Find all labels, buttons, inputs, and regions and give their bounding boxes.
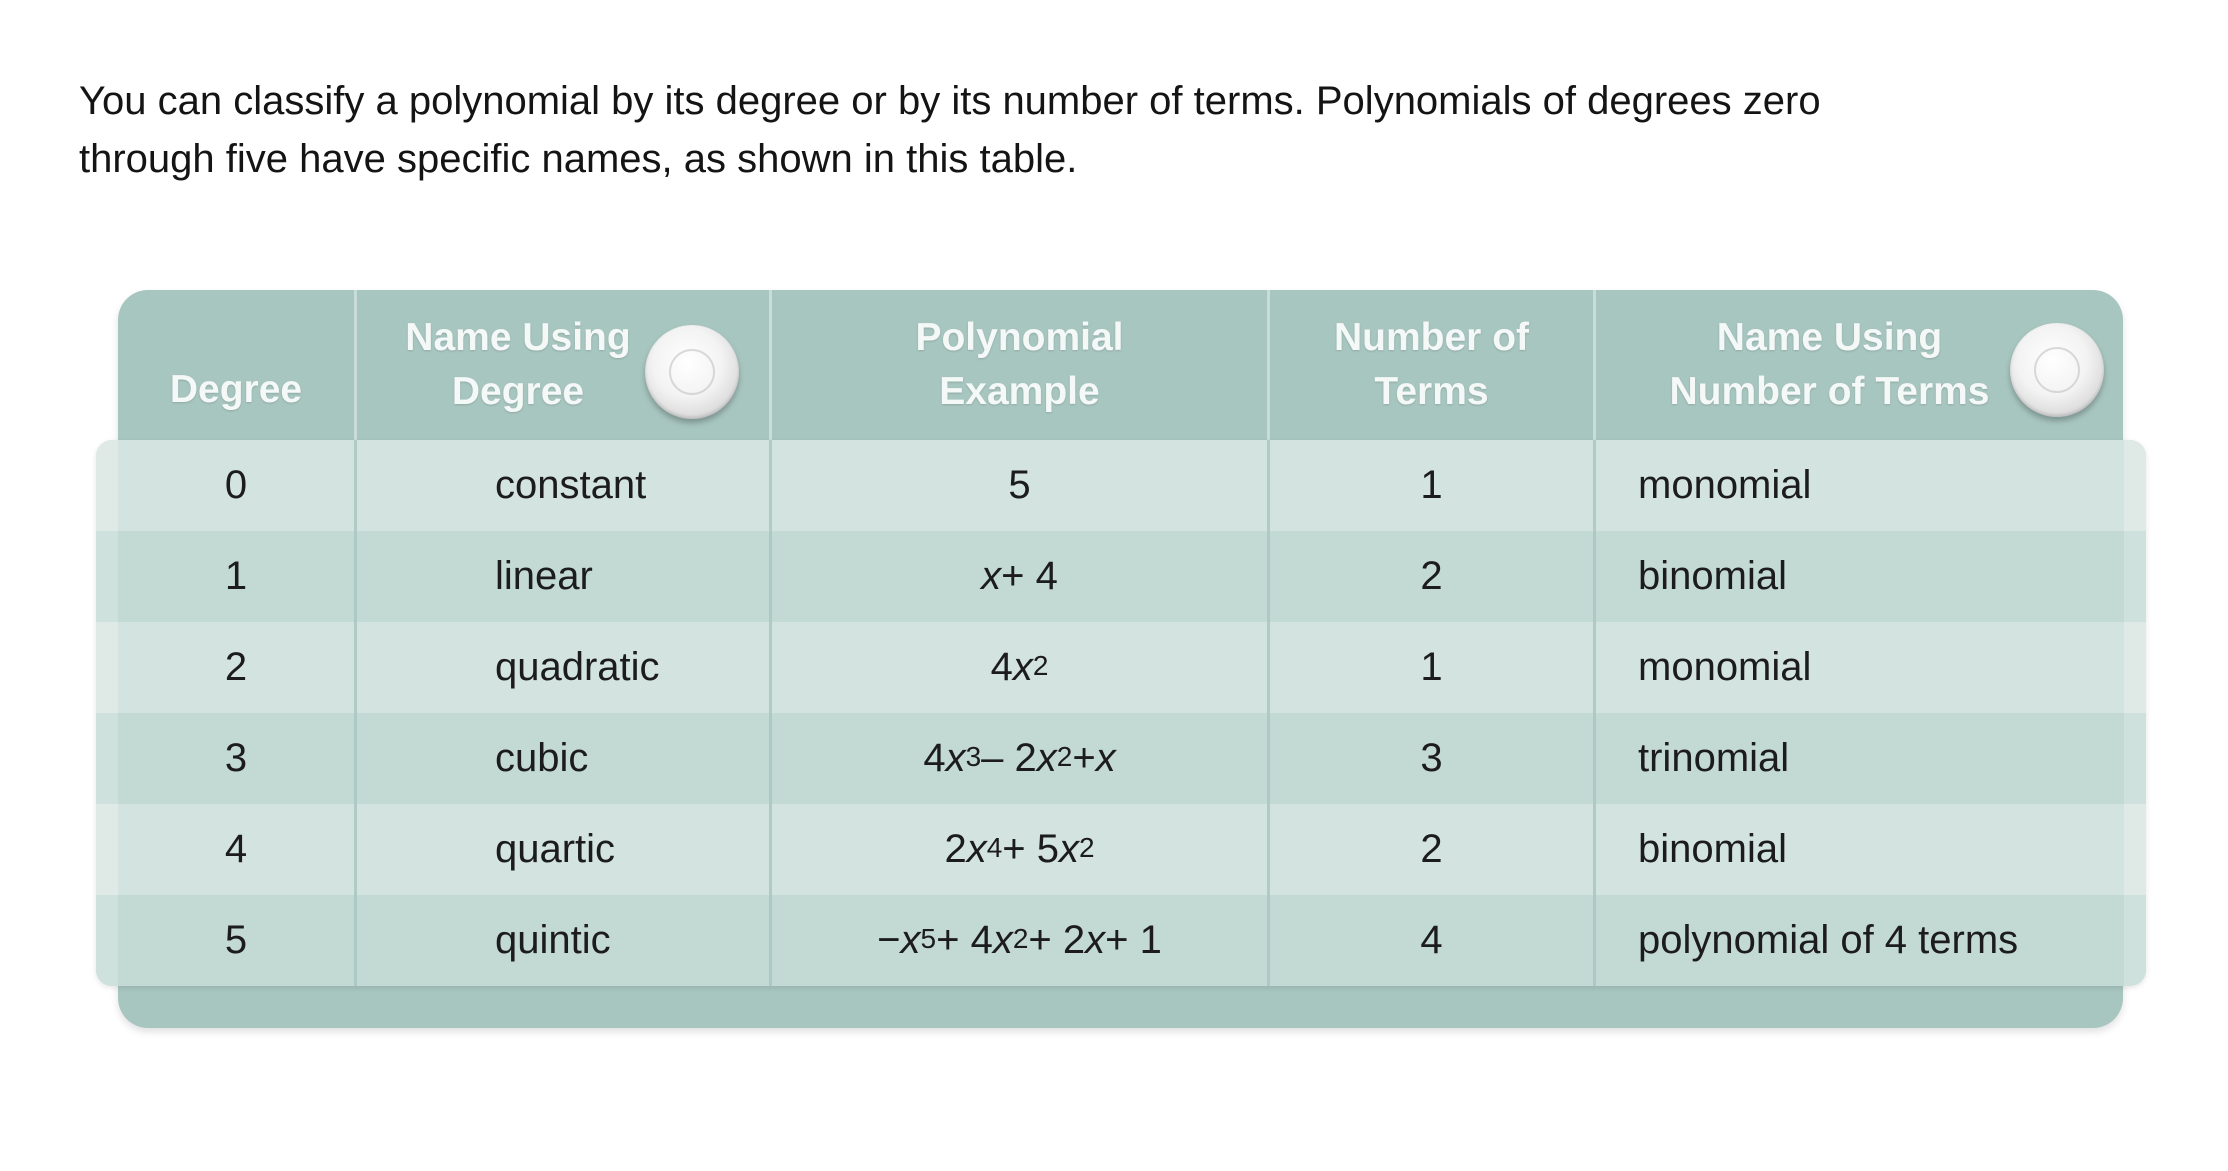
cell-polynomial-example: 5 — [1008, 463, 1031, 507]
info-button-icon[interactable] — [645, 325, 739, 419]
cell-name-using-degree: cubic — [495, 736, 589, 780]
cell-polynomial-example: − x $^5$ + 4 x $^2$ + 2 x + 1 — [877, 918, 1162, 962]
cell-name-using-number-of-terms: binomial — [1638, 827, 1787, 871]
cell-name-using-number-of-terms: polynomial of 4 terms — [1638, 918, 2019, 962]
header-degree-label: Degree — [169, 368, 303, 411]
cell-degree: 2 — [224, 645, 248, 689]
header-number-of-terms — [1270, 290, 1593, 440]
cell-number-of-terms: 2 — [1420, 554, 1443, 598]
row-edge — [96, 804, 118, 895]
row-edge — [96, 895, 118, 986]
row-edge — [2124, 713, 2146, 804]
header-name-using-degree-label: Name Using Degree — [405, 316, 631, 413]
header-name-using-number-of-terms-label: Name Using Number of Terms — [1669, 316, 1990, 413]
table-row — [96, 804, 2146, 895]
cell-name-using-degree: quartic — [495, 827, 616, 871]
cell-polynomial-example: 2 x $^4$ + 5 x $^2$ — [944, 827, 1095, 871]
cell-polynomial-example: x + 4 — [981, 554, 1058, 598]
table-row — [96, 531, 2146, 622]
table-row — [96, 622, 2146, 713]
table-row — [96, 895, 2146, 986]
row-edge — [96, 713, 118, 804]
row-edge — [2124, 531, 2146, 622]
cell-number-of-terms: 1 — [1420, 463, 1443, 507]
row-edge — [2124, 440, 2146, 531]
header-polynomial-example — [772, 290, 1267, 440]
cell-degree: 4 — [224, 827, 248, 871]
cell-name-using-number-of-terms: monomial — [1638, 645, 1812, 689]
cell-polynomial-example: 4 x $^2$ — [990, 645, 1049, 689]
cell-number-of-terms: 4 — [1420, 918, 1443, 962]
cell-polynomial-example: 4 x $^3$ – 2 x $^2$ + x — [923, 736, 1116, 780]
header-degree — [118, 290, 354, 440]
row-edge — [2124, 622, 2146, 713]
column-divider — [1593, 440, 1596, 986]
header-number-of-terms-label: Number of Terms — [1334, 316, 1529, 413]
cell-degree: 3 — [224, 736, 248, 780]
cell-degree: 1 — [224, 554, 248, 598]
intro-line-2: through five have specific names, as shown in this table. — [79, 137, 1078, 181]
column-divider — [1267, 440, 1270, 986]
cell-name-using-number-of-terms: binomial — [1638, 554, 1787, 598]
header-polynomial-example-label: Polynomial Example — [915, 316, 1124, 413]
row-edge — [96, 531, 118, 622]
row-edge — [96, 622, 118, 713]
intro-line-1: You can classify a polynomial by its degree or by its number of terms. Polynomials of degrees zero — [79, 79, 1821, 123]
cell-name-using-degree: linear — [495, 554, 593, 598]
cell-number-of-terms: 2 — [1420, 827, 1443, 871]
cell-degree: 5 — [224, 918, 248, 962]
cell-degree: 0 — [224, 463, 248, 507]
table-row — [96, 440, 2146, 531]
table-row — [96, 713, 2146, 804]
table-body — [96, 440, 2146, 986]
cell-name-using-degree: constant — [495, 463, 647, 507]
cell-name-using-degree: quintic — [495, 918, 611, 962]
info-button-icon[interactable] — [2010, 323, 2104, 417]
row-edge — [2124, 895, 2146, 986]
cell-name-using-number-of-terms: trinomial — [1638, 736, 1790, 780]
intro-paragraph — [79, 72, 2079, 188]
cell-number-of-terms: 1 — [1420, 645, 1443, 689]
row-edge — [2124, 804, 2146, 895]
column-divider — [354, 440, 357, 986]
cell-name-using-degree: quadratic — [495, 645, 660, 689]
cell-name-using-number-of-terms: monomial — [1638, 463, 1812, 507]
column-divider — [769, 440, 772, 986]
cell-number-of-terms: 3 — [1420, 736, 1443, 780]
row-edge — [96, 440, 118, 531]
